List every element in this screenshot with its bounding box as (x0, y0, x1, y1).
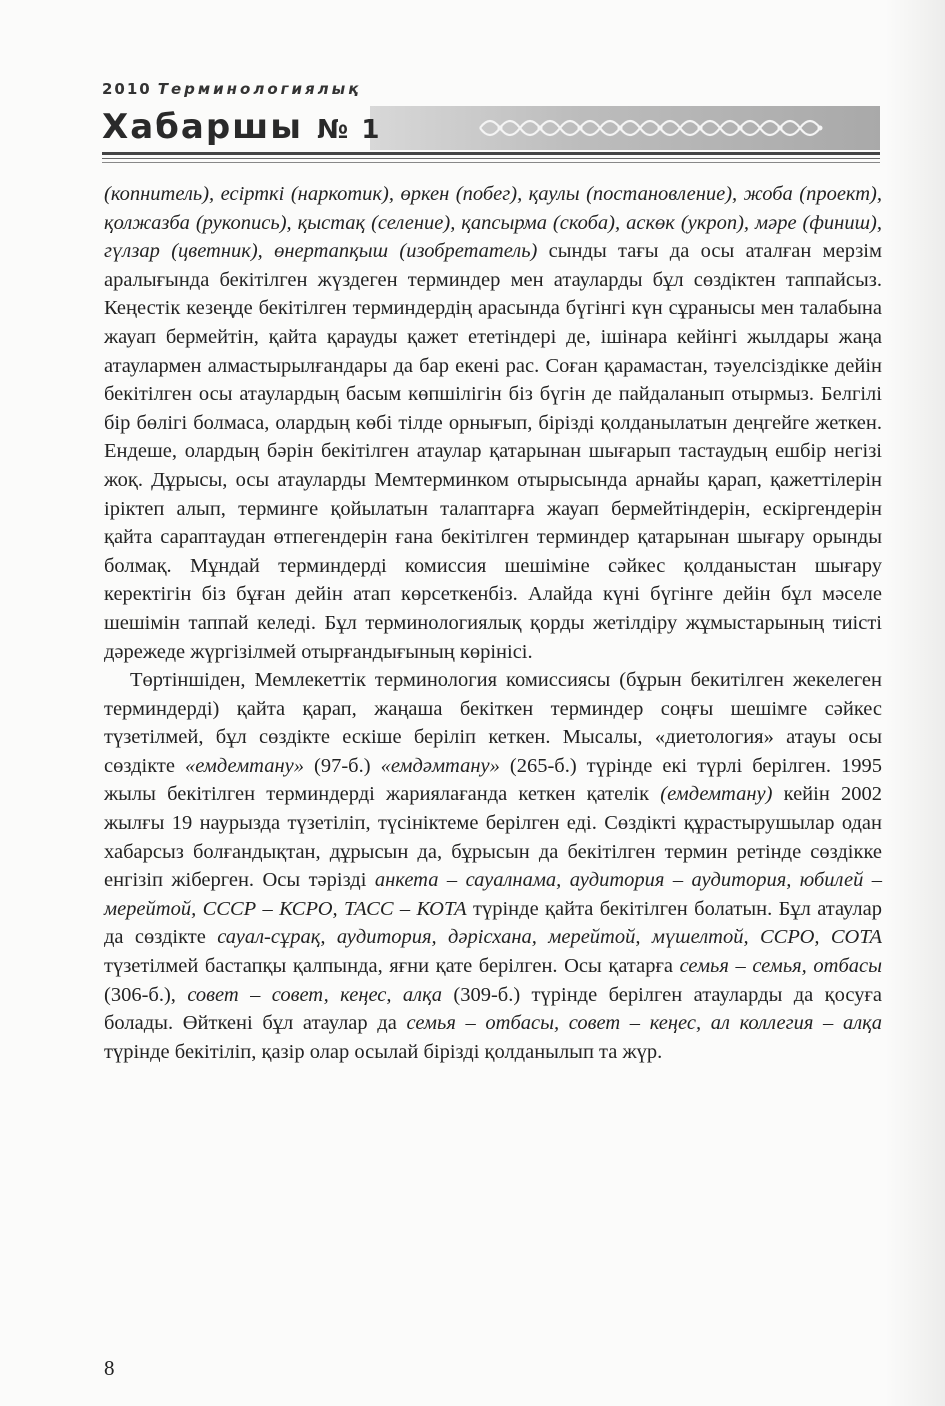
page-shadow (885, 0, 945, 1406)
text-run: кейін 2002 жылғы 19 наурызда түзетіліп, түсініктеме берілген еді. Сөздікті құрастырушылар одан хабарсыз болғандықтан, дұрысын да, бұрысын да бекітілген термин ретінде сөздікке енгізіп жіберген. Осы тәрізді (104, 783, 882, 892)
italic-text-run: сауал-сұрақ, аудитория, дәрісхана, мерейтой, мүшелтой, ССРО, СОТА (217, 926, 882, 949)
article-body (104, 180, 882, 1066)
header-year: 2010 (102, 80, 152, 98)
header-title-row (102, 104, 880, 150)
text-run: (265-б.) түрінде екі түрлі берілген. 1995 жылы бекітілген терминдерді жариялағанда кеткен қателік (104, 754, 883, 806)
text-run: (97-б.) (304, 754, 381, 777)
text-run: түрінде бекітіліп, қазір олар осылай бірізді қолданылып та жүр. (104, 1040, 663, 1063)
italic-text-run: совет – совет, кеңес, алқа (187, 983, 442, 1006)
paragraph-2 (104, 666, 882, 1066)
italic-text-run: семья – отбасы, совет – кеңес, ал коллегия – алқа (406, 1012, 882, 1035)
ornament-pattern-icon (370, 106, 880, 150)
header-rule (102, 152, 880, 155)
header-subtitle: Терминологиялық (157, 80, 362, 98)
header-ornament-band (370, 106, 880, 150)
italic-text-run: (емдемтану) (660, 783, 773, 806)
header-title (102, 104, 381, 150)
italic-text-run: «емдәмтану» (380, 754, 500, 777)
header-rule (102, 158, 880, 159)
journal-title: Хабаршы (102, 107, 304, 147)
italic-text-run: семья – семья, отбасы (679, 955, 882, 978)
text-run: (306-б.), (104, 983, 188, 1006)
text-run: Төртіншіден, Мемлекеттік терминология комиссиясы (бұрын бекитілген жекелеген терминдерді) қайта қарап, жаңаша бекіткен терминдер соңғы шешімге сәйкес түзетілмей, бұл сөздікте ескіше беріліп кеткен. Мысалы, «диетология» атауы осы сөздікте (104, 669, 882, 777)
text-run: (309-б.) түрінде берілген атауларды да қосуға болады. Өйткені бұл атаулар да (104, 983, 882, 1035)
italic-text-run: «емдемтану» (184, 754, 305, 777)
text-run: түзетілмей бастапқы қалпында, яғни қате берілген. Осы қатарға (104, 955, 680, 978)
header-rule (102, 162, 880, 163)
italic-text-run: (копнитель), есірткі (наркотик), өркен (побег), қаулы (постановление), жоба (проект), қолжазба (рукопись), қыстақ (селение), қапсырма (скоба), аскөк (укроп), мәре (финиш), гүлзар (цветник), өнертапқыш (изобретатель) (104, 183, 882, 263)
page-number: 8 (104, 1356, 115, 1380)
issue-number: № 1 (317, 115, 382, 145)
text-run: сынды тағы да осы аталған мерзім аралығында бекітілген жүздеген терминдер мен атауларды бұл сөздіктен таппайсыз. Кеңестік кезеңде бекітілген терминдердің арасында бүгінгі күн сұранысы мен талабына жауап бермейтін, қайта қарауды қажет ететіндері де, ішінара кейінгі жылдары жаңа атаулармен алмастырылғандары да бар екені рас. Соған қарамастан, тәуелсіздікке дейін бекітілген осы атаулардың басым көпшілігін біз бүгін де пайдаланып отырмыз. Белгілі бір бөлігі болмаса, олардың көбі тілде орнығып, бірізді қолданылатын деңгейге жеткен. Ендеше, олардың бәрін бекітілген атаулар қатарынан шығарып тастаудың ешбір негізі жоқ. Дұрысы, осы атауларды Мемтерминком отырысында арнайы қарап, қажеттілерін іріктеп алып, терминге қойылатын талаптарға жауап бермейтіндерін, ескіргендерін қайта сараптаудан өтпегендерін ғана бекітілген терминдер қатарынан шығару орынды болмақ. Мұндай терминдерді комиссия шешіміне сәйкес қолданыстан шығару керектігін біз бұған дейін атап көрсеткенбіз. Алайда күні бүгінге дейін бұл мәселе шешімін таппай келеді. Бұл терминологиялық қорды жетілдіру жұмыстарының тиісті дәрежеде жүргізілмей отырғандығының көрінісі. (104, 240, 882, 663)
italic-text-run: анкета – сауалнама, аудитория – аудитория, юбилей – мерейтой, СССР – КСРО, ТАСС – КОТА (104, 869, 882, 920)
text-run: түрінде қайта бекітілген болатын. Бұл атаулар да сөздікте (104, 897, 882, 949)
header-top-line (102, 78, 880, 100)
journal-header (102, 78, 880, 150)
paragraph-1 (104, 180, 882, 666)
